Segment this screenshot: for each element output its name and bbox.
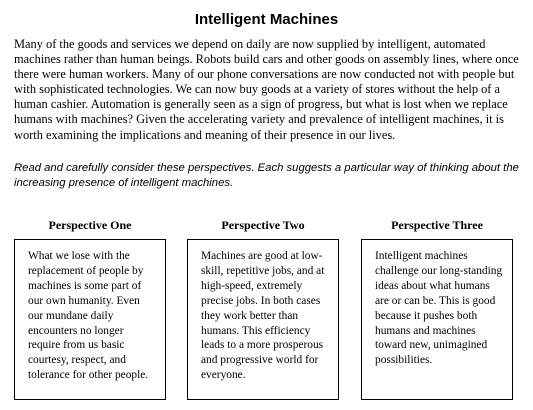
perspective-three: [361, 218, 513, 400]
intro-paragraph: Many of the goods and services we depend on daily are now supplied by intelligent, automated machines rather than human beings. Robots build cars and other goods on assembly lines, where once there were human workers. Many of our phone conversations are now conducted not with people but with sophisticated technologies. We can now buy goods at a variety of stores without the help of a human cashier. Automation is generally seen as a sign of progress, but what is lost when we replace humans with machines? Given the accelerating variety and prevalence of intelligent machines, it is worth examining the implications and meaning of their presence in our lives.: [14, 37, 519, 142]
document-title: Intelligent Machines: [194, 11, 339, 28]
perspective-three-box: Intelligent machines challenge our long-standing ideas about what humans are or can be. This is good because it pushes both humans and machines toward new, unimagined possibilities.: [361, 239, 513, 400]
instructions-paragraph: Read and carefully consider these perspectives. Each suggests a particular way of thinking about the increasing presence of intelligent machines.: [14, 162, 519, 189]
perspective-one-heading: Perspective One: [48, 218, 132, 232]
perspective-one: [14, 218, 166, 400]
perspective-one-box: What we lose with the replacement of people by machines is some part of our own humanity. Even our mundane daily encounters no longer require from us basic courtesy, respect, and tolerance for other people.: [14, 239, 166, 400]
perspective-two-box: Machines are good at low-skill, repetitive jobs, and at high-speed, extremely precise jobs. In both cases they work better than humans. This efficiency leads to a more prosperous and progressive world for everyone.: [187, 239, 339, 400]
perspective-three-heading: Perspective Three: [391, 218, 483, 232]
perspective-two-heading: Perspective Two: [221, 218, 305, 232]
perspective-two: [187, 218, 339, 400]
